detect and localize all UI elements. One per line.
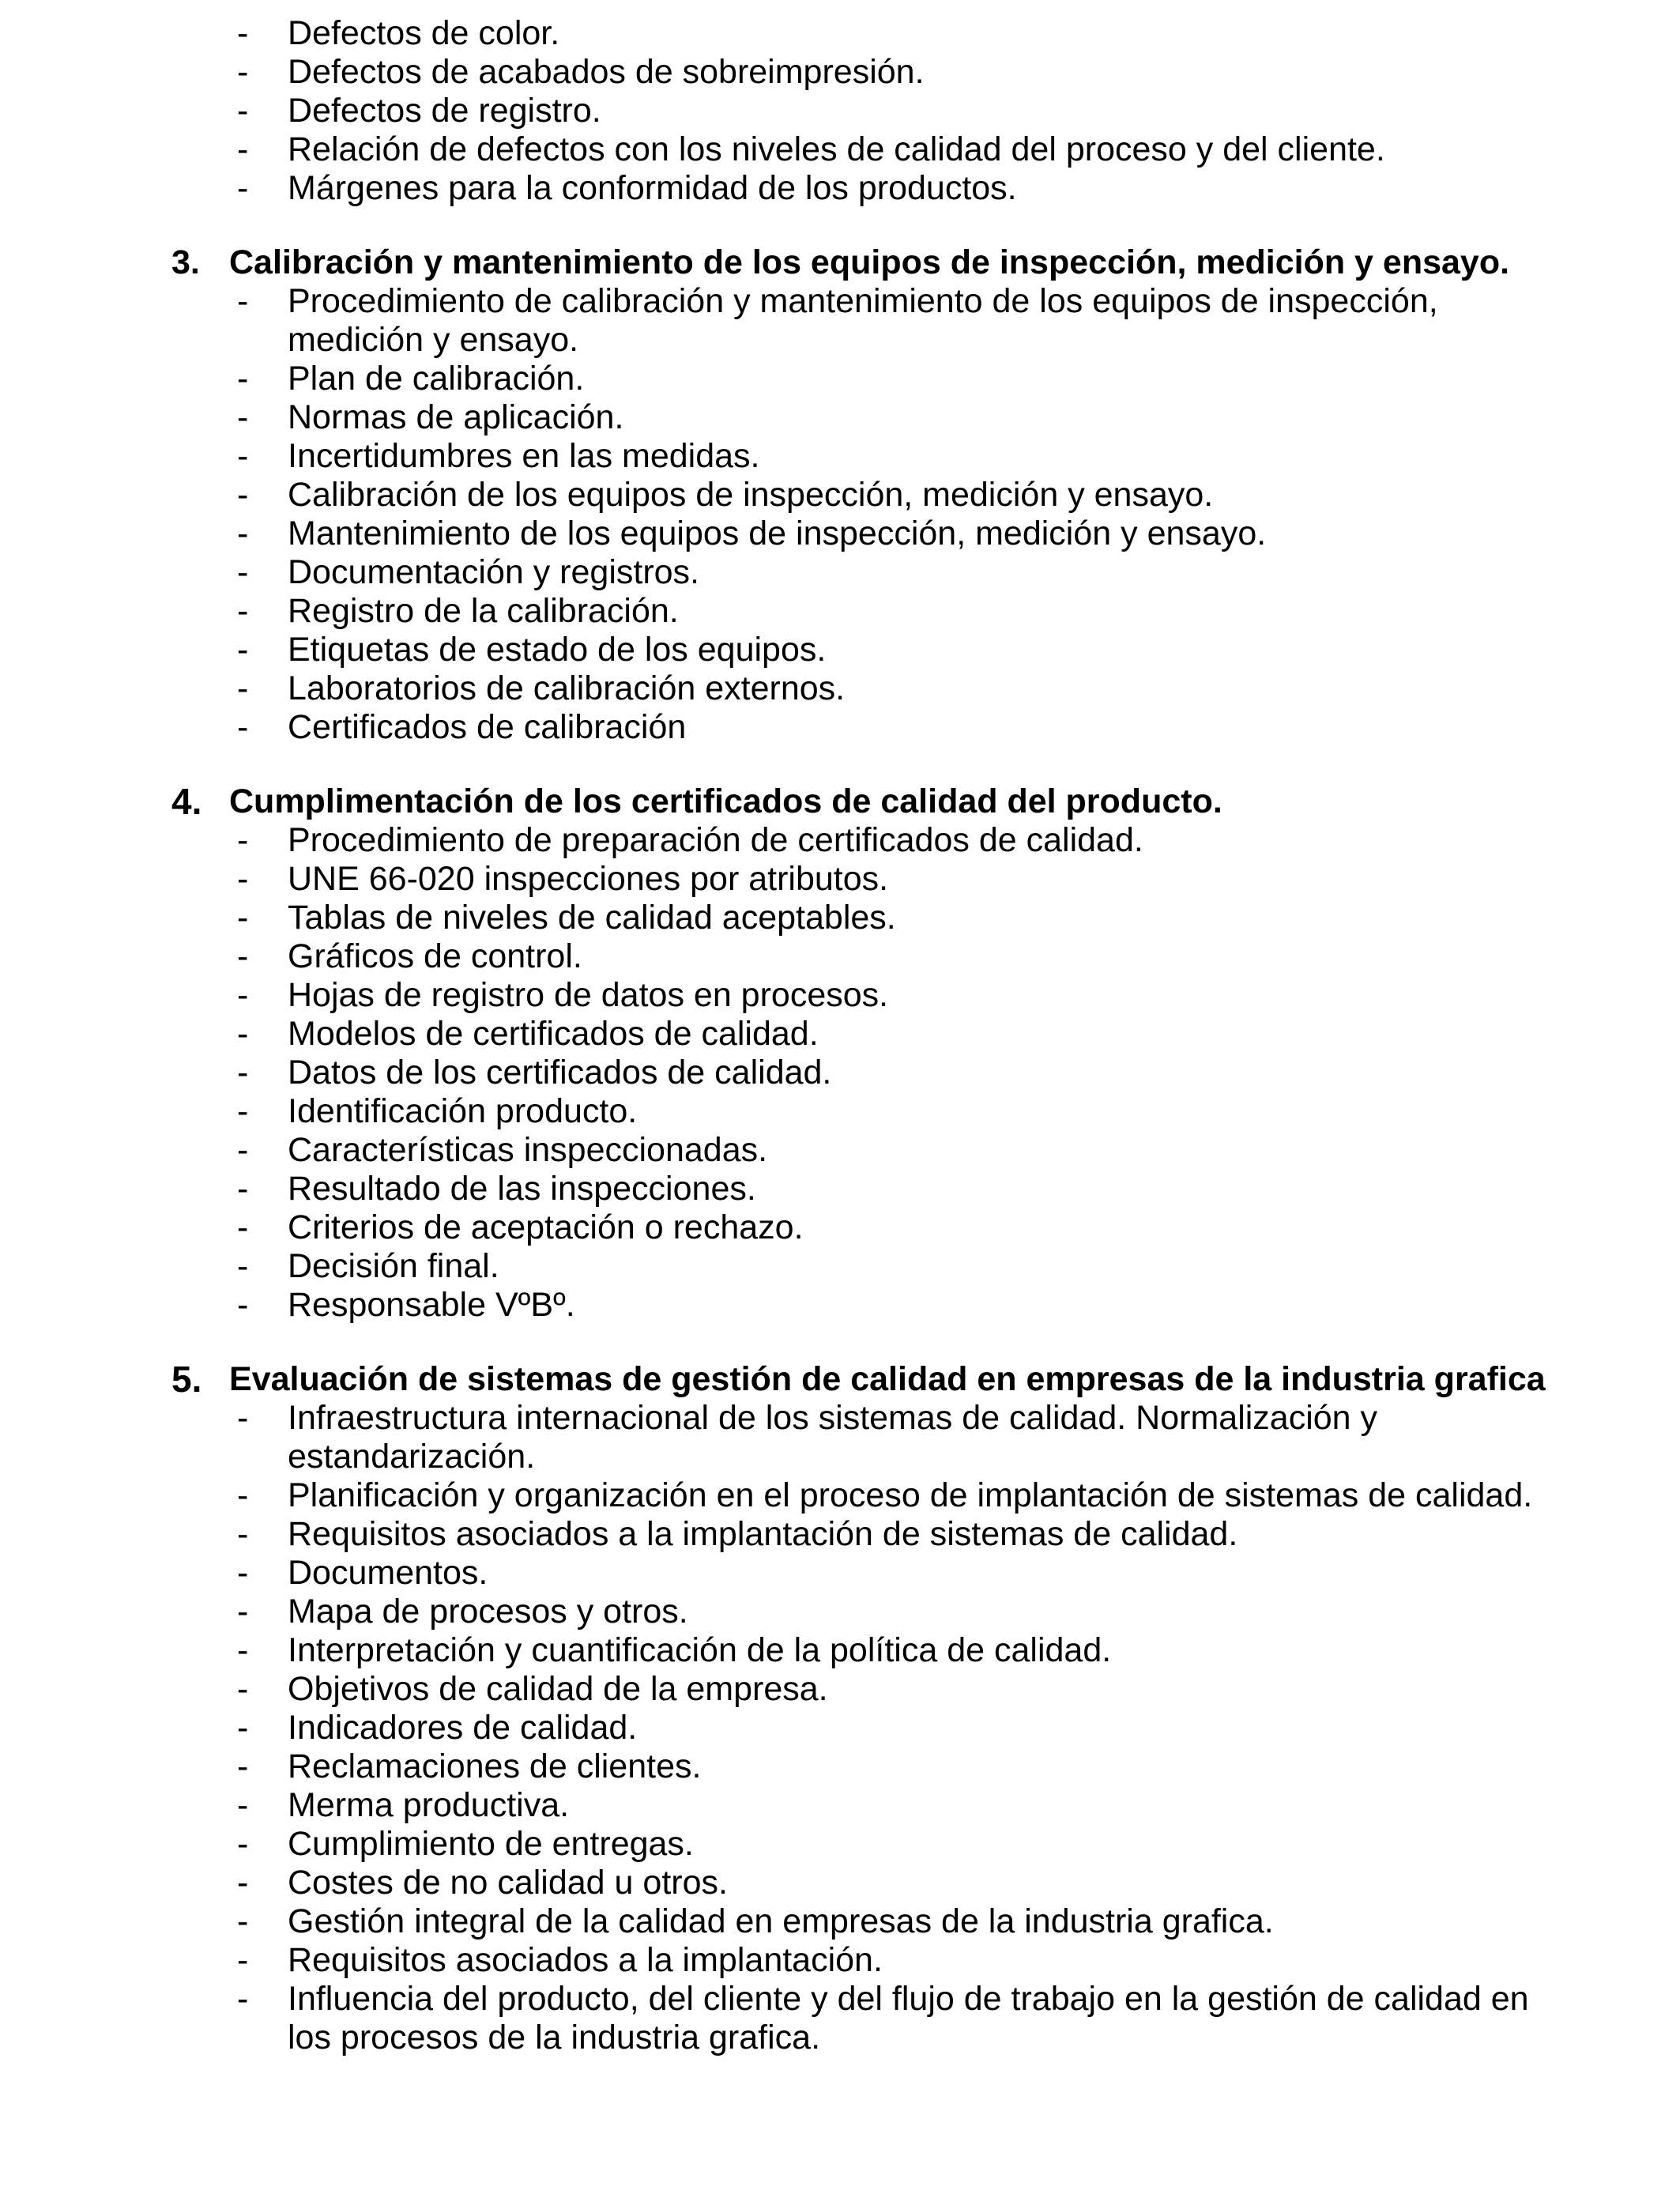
- list-item-text: Criterios de aceptación o rechazo.: [288, 1208, 804, 1246]
- dash-bullet: -: [237, 130, 249, 168]
- dash-bullet: -: [237, 282, 249, 320]
- list-item-text: Gestión integral de la calidad en empresas de la industria grafica.: [288, 1902, 1274, 1940]
- list-item-text: Procedimiento de preparación de certificados de calidad.: [288, 821, 1143, 859]
- list-item: [0, 708, 1568, 747]
- list-item-text: Normas de aplicación.: [288, 398, 624, 436]
- dash-bullet: -: [237, 1515, 249, 1553]
- dash-bullet: -: [237, 592, 249, 630]
- section-title: Cumplimentación de los certificados de calidad del producto.: [229, 782, 1222, 820]
- dash-bullet: -: [237, 937, 249, 975]
- list-item-text: Resultado de las inspecciones.: [288, 1170, 756, 1208]
- section-heading: [0, 243, 1584, 282]
- dash-bullet: -: [237, 1015, 249, 1053]
- dash-bullet: -: [237, 1941, 249, 1979]
- list-item: [0, 669, 1568, 708]
- list-item-text: Decisión final.: [288, 1247, 499, 1285]
- dash-bullet: -: [237, 1208, 249, 1246]
- list-item-text: Tablas de niveles de calidad aceptables.: [288, 899, 896, 937]
- dash-bullet: -: [237, 169, 249, 207]
- dash-bullet: -: [237, 1631, 249, 1669]
- list-item-text: Plan de calibración.: [288, 360, 585, 398]
- list-item-text: Documentos.: [288, 1554, 488, 1592]
- list-item: [0, 1092, 1568, 1131]
- dash-bullet: -: [237, 631, 249, 669]
- list-item-text: Requisitos asociados a la implantación.: [288, 1941, 883, 1979]
- section-number: 3.: [171, 243, 200, 281]
- section-item-list: [0, 282, 1680, 747]
- list-item-text: Cumplimiento de entregas.: [288, 1825, 694, 1863]
- dash-bullet: -: [237, 553, 249, 591]
- list-item: [0, 1208, 1568, 1247]
- list-item: [0, 515, 1568, 553]
- dash-bullet: -: [237, 1747, 249, 1785]
- list-item-text: Objetivos de calidad de la empresa.: [288, 1670, 828, 1708]
- list-item-text: Identificación producto.: [288, 1092, 638, 1130]
- list-item: [0, 398, 1568, 437]
- dash-bullet: -: [237, 1980, 249, 2018]
- dash-bullet: -: [237, 1709, 249, 1747]
- dash-bullet: -: [237, 860, 249, 898]
- dash-bullet: -: [237, 976, 249, 1014]
- section-3: [0, 243, 1680, 747]
- list-item-text: Planificación y organización en el proceso de implantación de sistemas de calidad.: [288, 1476, 1533, 1514]
- dash-bullet: -: [237, 92, 249, 130]
- dash-bullet: -: [237, 1286, 249, 1324]
- list-item: [0, 1054, 1568, 1092]
- dash-bullet: -: [237, 1593, 249, 1630]
- list-item: [0, 976, 1568, 1015]
- section-heading: [0, 1360, 1584, 1399]
- list-item-text: Gráficos de control.: [288, 937, 582, 975]
- list-item-text: Reclamaciones de clientes.: [288, 1747, 702, 1785]
- list-item: [0, 1170, 1568, 1208]
- list-item: [0, 1902, 1568, 1941]
- list-item: [0, 53, 1568, 92]
- section-heading: [0, 782, 1584, 821]
- section-title: Evaluación de sistemas de gestión de calidad en empresas de la industria grafica: [229, 1360, 1546, 1398]
- list-item: [0, 1631, 1568, 1670]
- list-item: [0, 130, 1568, 169]
- list-item: [0, 1864, 1568, 1902]
- list-item-text: Mantenimiento de los equipos de inspección, medición y ensayo.: [288, 515, 1267, 552]
- dash-bullet: -: [237, 1864, 249, 1902]
- list-item-text: Certificados de calibración: [288, 708, 687, 746]
- list-item-text: Interpretación y cuantificación de la política de calidad.: [288, 1631, 1112, 1669]
- list-item: [0, 1941, 1568, 1980]
- list-item: [0, 437, 1568, 476]
- list-item-text: Márgenes para la conformidad de los productos.: [288, 169, 1017, 207]
- list-item: [0, 1709, 1568, 1747]
- list-item-text: Influencia del producto, del cliente y del flujo de trabajo en la gestión de calidad en los procesos de la industria grafica.: [288, 1980, 1529, 2056]
- list-item: [0, 1247, 1568, 1286]
- sections-container: [0, 243, 1680, 2057]
- dash-bullet: -: [237, 899, 249, 937]
- dash-bullet: -: [237, 1786, 249, 1824]
- intro-list: [0, 14, 1680, 208]
- dash-bullet: -: [237, 476, 249, 514]
- list-item-text: Modelos de certificados de calidad.: [288, 1015, 819, 1053]
- section-number: 5.: [171, 1359, 202, 1400]
- dash-bullet: -: [237, 1670, 249, 1708]
- dash-bullet: -: [237, 398, 249, 436]
- list-item-text: Indicadores de calidad.: [288, 1709, 638, 1747]
- section-5: [0, 1360, 1680, 2057]
- list-item-text: Defectos de registro.: [288, 92, 601, 130]
- list-item: [0, 631, 1568, 669]
- list-item-text: Merma productiva.: [288, 1786, 570, 1824]
- list-item-text: Costes de no calidad u otros.: [288, 1864, 728, 1902]
- list-item-text: Registro de la calibración.: [288, 592, 679, 630]
- list-item-text: UNE 66-020 inspecciones por atributos.: [288, 860, 889, 898]
- dash-bullet: -: [237, 53, 249, 91]
- list-item: [0, 860, 1568, 899]
- list-item: [0, 1015, 1568, 1054]
- list-item-text: Calibración de los equipos de inspección, medición y ensayo.: [288, 476, 1214, 514]
- list-item: [0, 1131, 1568, 1170]
- dash-bullet: -: [237, 1131, 249, 1169]
- dash-bullet: -: [237, 1902, 249, 1940]
- list-item: [0, 821, 1568, 860]
- list-item: [0, 1670, 1568, 1709]
- list-item: [0, 1399, 1568, 1476]
- list-item-text: Laboratorios de calibración externos.: [288, 669, 846, 707]
- list-item: [0, 1825, 1568, 1864]
- dash-bullet: -: [237, 360, 249, 398]
- dash-bullet: -: [237, 1399, 249, 1437]
- list-item-text: Defectos de acabados de sobreimpresión.: [288, 53, 925, 91]
- dash-bullet: -: [237, 1247, 249, 1285]
- list-item-text: Relación de defectos con los niveles de calidad del proceso y del cliente.: [288, 130, 1385, 168]
- dash-bullet: -: [237, 1476, 249, 1514]
- list-item: [0, 14, 1568, 53]
- section-title: Calibración y mantenimiento de los equipos de inspección, medición y ensayo.: [229, 243, 1510, 281]
- dash-bullet: -: [237, 437, 249, 475]
- list-item: [0, 92, 1568, 130]
- list-item: [0, 1747, 1568, 1786]
- list-item: [0, 937, 1568, 976]
- list-item: [0, 169, 1568, 208]
- dash-bullet: -: [237, 708, 249, 746]
- dash-bullet: -: [237, 669, 249, 707]
- list-item: [0, 476, 1568, 515]
- section-number: 4.: [171, 781, 202, 822]
- list-item-text: Documentación y registros.: [288, 553, 699, 591]
- list-item: [0, 899, 1568, 937]
- dash-bullet: -: [237, 1092, 249, 1130]
- dash-bullet: -: [237, 821, 249, 859]
- list-item-text: Incertidumbres en las medidas.: [288, 437, 760, 475]
- dash-bullet: -: [237, 1825, 249, 1863]
- list-item: [0, 1515, 1568, 1554]
- list-item-text: Hojas de registro de datos en procesos.: [288, 976, 889, 1014]
- list-item-text: Datos de los certificados de calidad.: [288, 1054, 832, 1091]
- list-item: [0, 1554, 1568, 1593]
- list-item-text: Características inspeccionadas.: [288, 1131, 768, 1169]
- list-item: [0, 1786, 1568, 1825]
- section-4: [0, 782, 1680, 1325]
- section-item-list: [0, 821, 1680, 1325]
- list-item: [0, 1476, 1568, 1515]
- list-item: [0, 360, 1568, 398]
- dash-bullet: -: [237, 1170, 249, 1208]
- list-item-text: Infraestructura internacional de los sistemas de calidad. Normalización y estandarización.: [288, 1399, 1378, 1476]
- list-item: [0, 1286, 1568, 1325]
- list-item-text: Mapa de procesos y otros.: [288, 1593, 688, 1630]
- section-item-list: [0, 1399, 1680, 2057]
- dash-bullet: -: [237, 1554, 249, 1592]
- document-page: [0, 14, 1680, 2057]
- list-item: [0, 1980, 1568, 2057]
- list-item: [0, 282, 1568, 360]
- list-item-text: Etiquetas de estado de los equipos.: [288, 631, 827, 669]
- dash-bullet: -: [237, 1054, 249, 1091]
- list-item: [0, 592, 1568, 631]
- list-item-text: Responsable VºBº.: [288, 1286, 575, 1324]
- list-item: [0, 1593, 1568, 1631]
- dash-bullet: -: [237, 14, 249, 52]
- dash-bullet: -: [237, 515, 249, 552]
- list-item: [0, 553, 1568, 592]
- list-item-text: Defectos de color.: [288, 14, 560, 52]
- list-item-text: Procedimiento de calibración y mantenimiento de los equipos de inspección, medición y ensayo.: [288, 282, 1438, 359]
- list-item-text: Requisitos asociados a la implantación de sistemas de calidad.: [288, 1515, 1238, 1553]
